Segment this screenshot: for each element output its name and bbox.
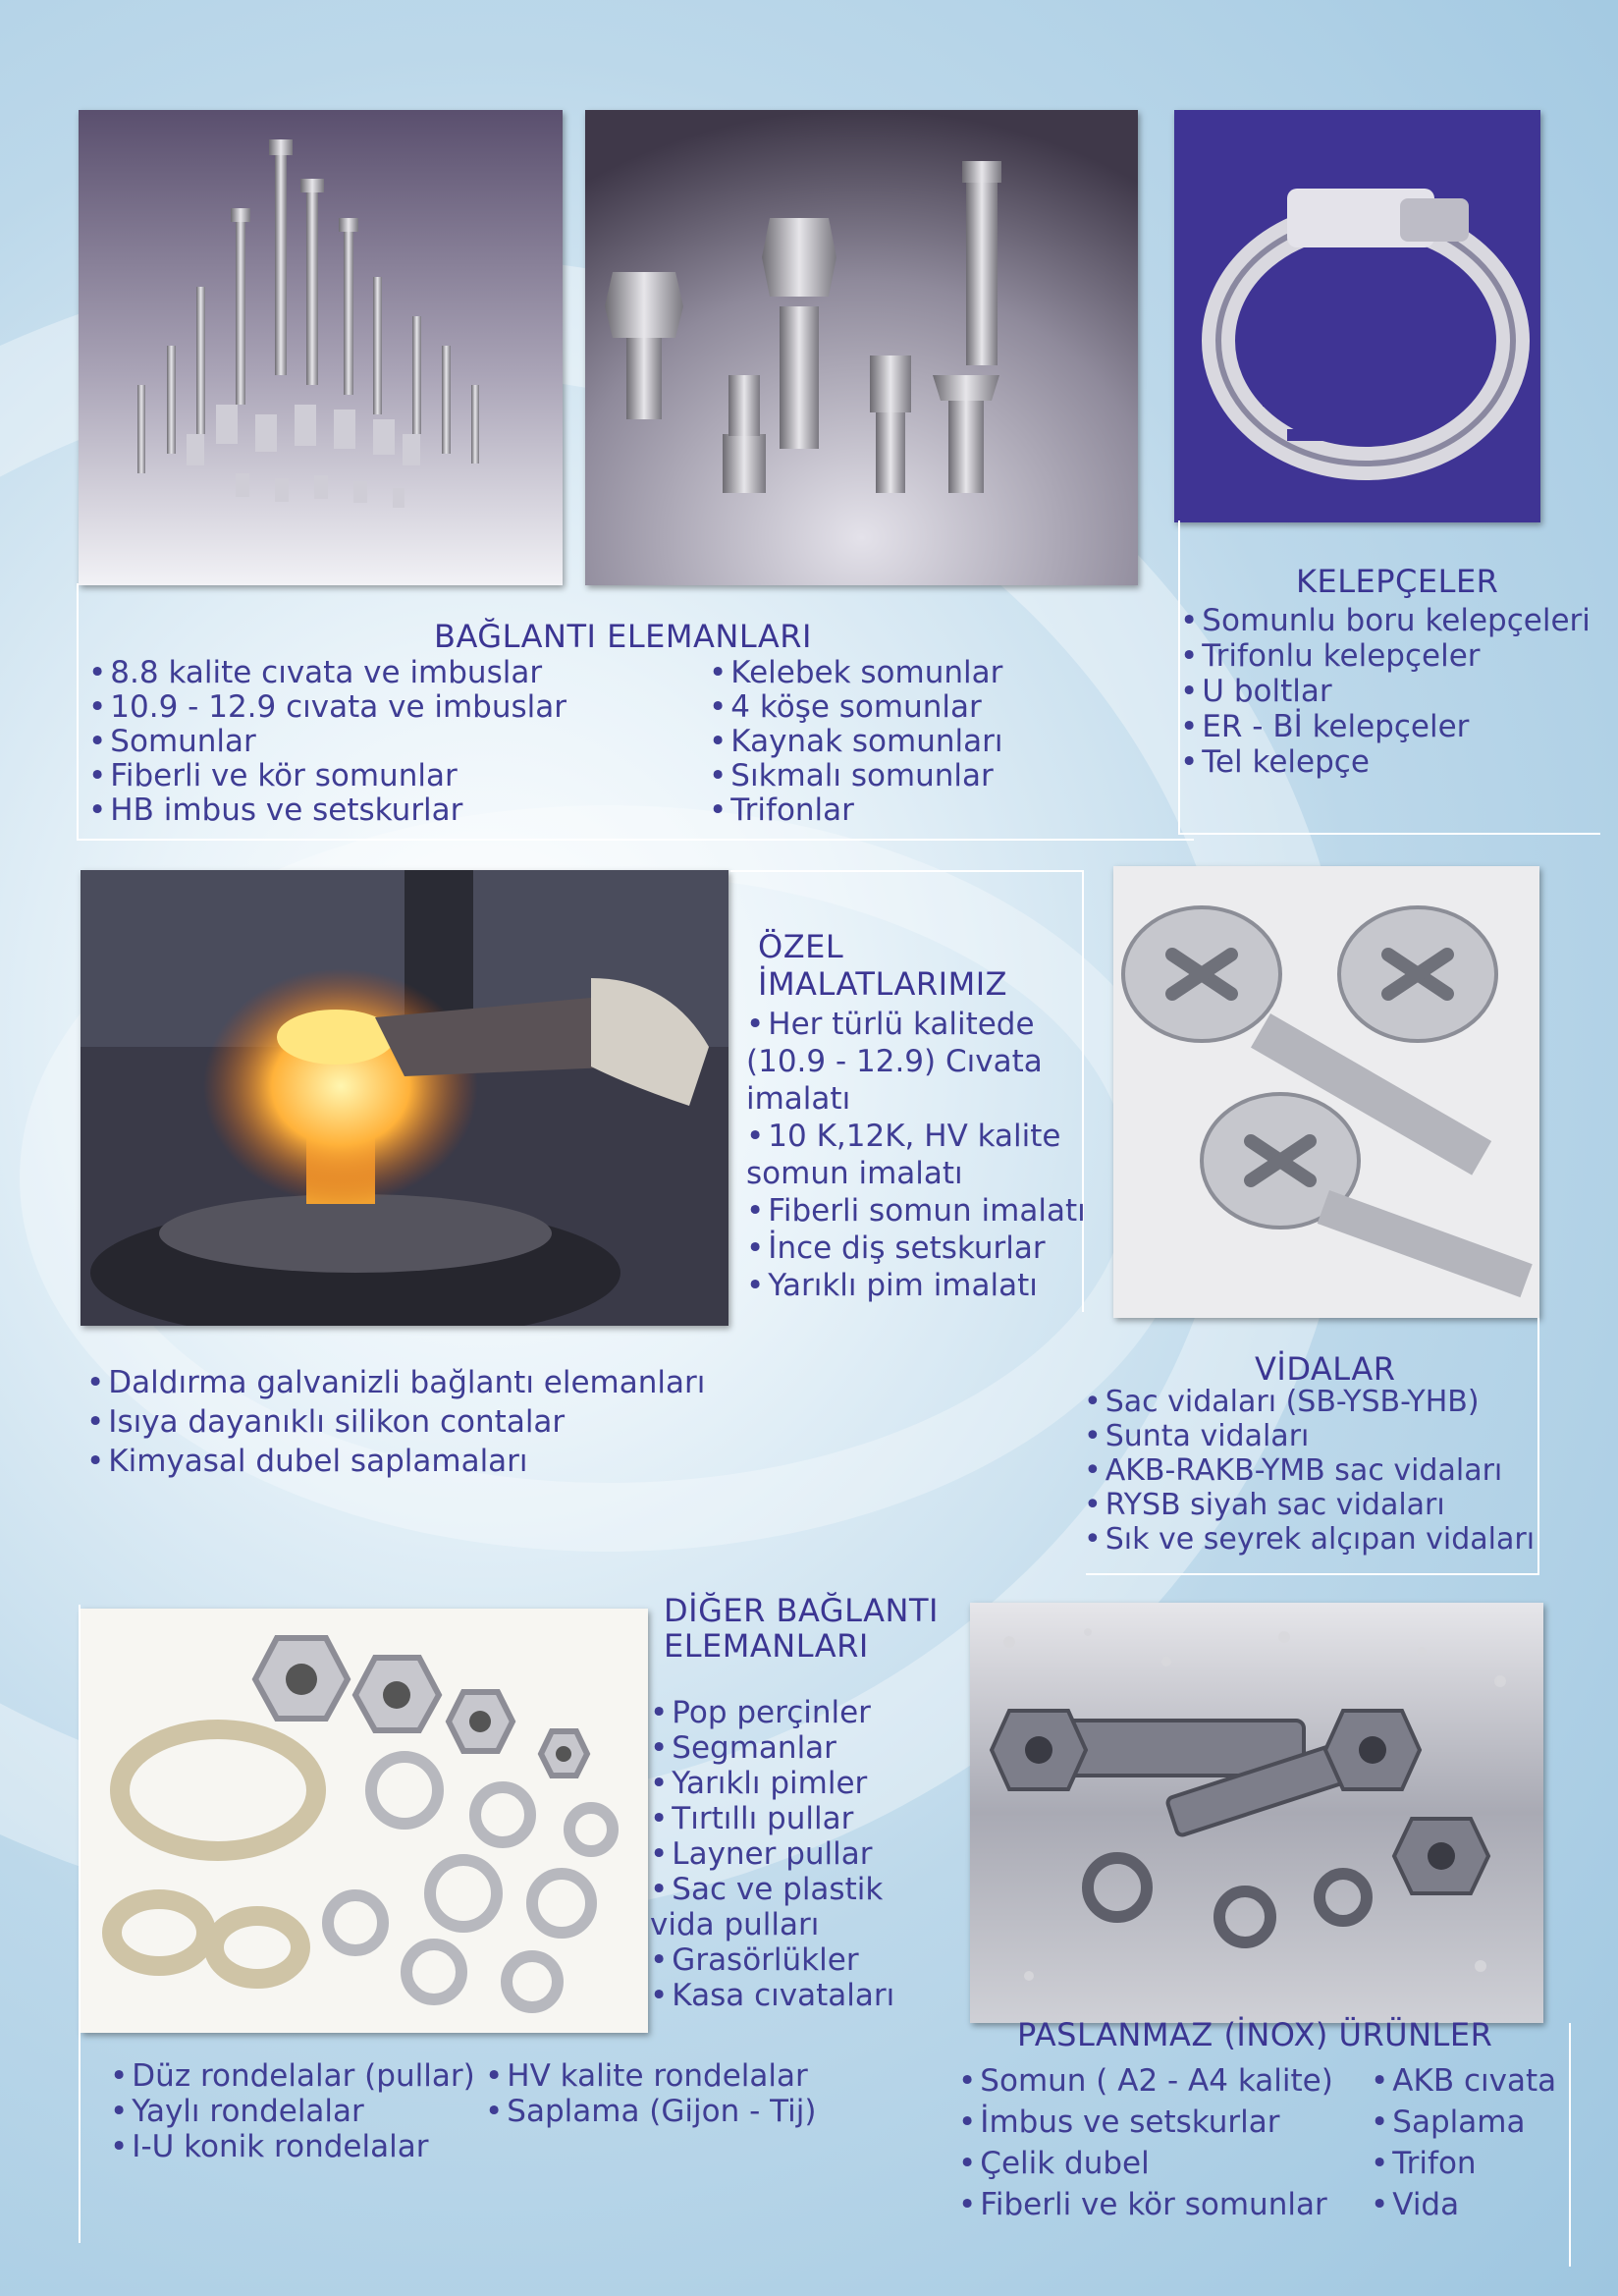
list-item: • Tel kelepçe — [1180, 744, 1591, 780]
list-item: • 10.9 - 12.9 cıvata ve imbuslar — [88, 690, 566, 725]
list-item: • U boltlar — [1180, 674, 1591, 709]
list-item: • HB imbus ve setskurlar — [88, 793, 566, 828]
list-item: • ER - Bİ kelepçeler — [1180, 709, 1591, 744]
list-item: • Kelebek somunlar — [709, 656, 1002, 690]
list-item: • Fiberli ve kör somunlar — [88, 759, 566, 793]
list-item: • Sunta vidaları — [1084, 1419, 1535, 1453]
list-item: • Kaynak somunları — [709, 725, 1002, 759]
heading-diger-line2: ELEMANLARI — [664, 1627, 869, 1665]
heading-baglanti: BAĞLANTI ELEMANLARI — [434, 618, 812, 655]
list-item: • Yarıklı pimler — [650, 1766, 944, 1801]
list-diger-bottom-right — [485, 2058, 816, 2129]
list-item: • Somunlu boru kelepçeleri — [1180, 603, 1591, 638]
list-item: • Düz rondelalar (pullar) — [110, 2058, 475, 2094]
list-item: • İnce diş setskurlar — [746, 1230, 1090, 1267]
list-item: • Grasörlükler — [650, 1942, 944, 1978]
list-item: • Kasa cıvataları — [650, 1978, 944, 2013]
heading-vidalar: VİDALAR — [1255, 1350, 1396, 1388]
heading-kelepceler: KELEPÇELER — [1296, 563, 1499, 600]
list-item: • 8.8 kalite cıvata ve imbuslar — [88, 656, 566, 690]
list-item: • Somun ( A2 - A4 kalite) — [958, 2060, 1333, 2102]
list-item: • Saplama (Gijon - Tij) — [485, 2094, 816, 2129]
list-diger — [650, 1695, 944, 2013]
heading-paslanmaz: PASLANMAZ (İNOX) ÜRÜNLER — [1017, 2016, 1493, 2053]
list-item: • Layner pullar — [650, 1836, 944, 1872]
list-baglanti-left — [88, 656, 566, 828]
list-item: • Sık ve seyrek alçıpan vidaları — [1084, 1522, 1535, 1557]
list-item: • Yaylı rondelalar — [110, 2094, 475, 2129]
photo-stainless-parts — [970, 1603, 1543, 2023]
heading-ozel-line1: ÖZEL — [758, 928, 844, 965]
list-item: • Pop perçinler — [650, 1695, 944, 1730]
list-item: • İmbus ve setskurlar — [958, 2102, 1333, 2143]
list-item: • Sac ve plastik vida pulları — [650, 1872, 944, 1942]
photo-hose-clamp — [1174, 110, 1540, 522]
list-item: • Somunlar — [88, 725, 566, 759]
list-ozel-extra — [86, 1363, 705, 1481]
list-item: • Fiberli somun imalatı — [746, 1192, 1090, 1230]
list-paslanmaz-left — [958, 2060, 1333, 2225]
list-diger-bottom-left — [110, 2058, 475, 2164]
list-item: • I-U konik rondelalar — [110, 2129, 475, 2164]
list-baglanti-right — [709, 656, 1002, 828]
list-item: • Daldırma galvanizli bağlantı elemanları — [86, 1363, 705, 1402]
list-item: • Isıya dayanıklı silikon contalar — [86, 1402, 705, 1442]
heading-diger-line1: DİĞER BAĞLANTI — [664, 1592, 939, 1629]
list-item: • Vida — [1371, 2184, 1556, 2225]
heading-ozel-line2: İMALATLARIMIZ — [758, 965, 1008, 1003]
list-item: • Trifon — [1371, 2143, 1556, 2184]
list-item: • Fiberli ve kör somunlar — [958, 2184, 1333, 2225]
list-item: • Sac vidaları (SB-YSB-YHB) — [1084, 1385, 1535, 1419]
list-ozel — [746, 1006, 1090, 1304]
list-item: • 4 köşe somunlar — [709, 690, 1002, 725]
list-item: • Trifonlu kelepçeler — [1180, 638, 1591, 674]
photo-bolts-array — [79, 110, 563, 585]
list-item: • Trifonlar — [709, 793, 1002, 828]
list-item: • AKB-RAKB-YMB sac vidaları — [1084, 1453, 1535, 1488]
list-item: • HV kalite rondelalar — [485, 2058, 816, 2094]
list-item: • Kimyasal dubel saplamaları — [86, 1442, 705, 1481]
list-item: • Tırtıllı pullar — [650, 1801, 944, 1836]
list-item: • Yarıklı pim imalatı — [746, 1267, 1090, 1304]
photo-forging — [81, 870, 728, 1326]
list-item: • Her türlü kalitede (10.9 - 12.9) Cıvata imalatı — [746, 1006, 1070, 1118]
list-item: • AKB cıvata — [1371, 2060, 1556, 2102]
list-item: • Saplama — [1371, 2102, 1556, 2143]
list-vidalar — [1084, 1385, 1535, 1557]
list-item: • 10 K,12K, HV kalite somun imalatı — [746, 1118, 1070, 1192]
list-paslanmaz-right — [1371, 2060, 1556, 2225]
photo-screws — [1113, 866, 1539, 1318]
list-item: • Segmanlar — [650, 1730, 944, 1766]
list-item: • RYSB siyah sac vidaları — [1084, 1488, 1535, 1522]
list-item: • Sıkmalı somunlar — [709, 759, 1002, 793]
photo-hex-bolts — [585, 110, 1138, 585]
list-kelepceler — [1180, 603, 1591, 780]
list-item: • Çelik dubel — [958, 2143, 1333, 2184]
